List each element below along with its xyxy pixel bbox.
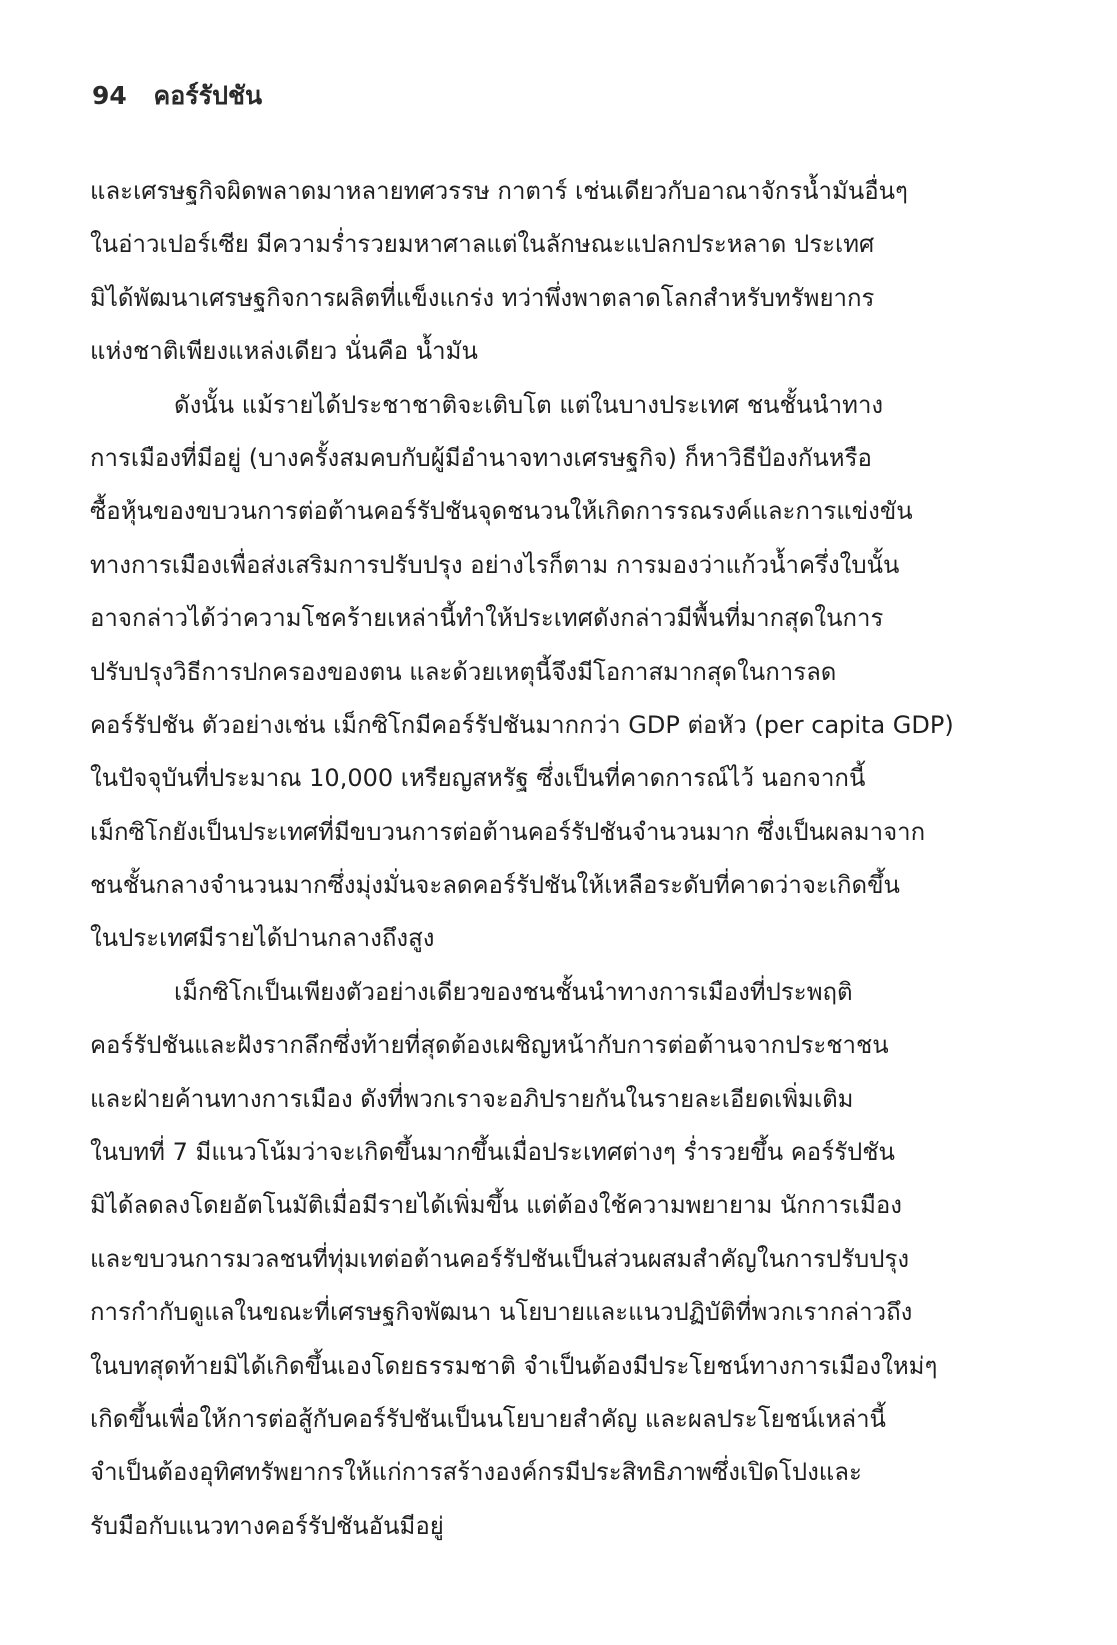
text-line: และเศรษฐกิจผิดพลาดมาหลายทศวรรษ กาตาร์ เช่นเดียวกับอาณาจักรน้ำมันอื่นๆ	[90, 177, 908, 205]
text-line: จำเป็นต้องอุทิศทรัพยากรให้แก่การสร้างองค์กรมีประสิทธิภาพซึ่งเปิดโปงและ	[90, 1458, 862, 1487]
text-line: และขบวนการมวลชนที่ทุ่มเทต่อต้านคอร์รัปชันเป็นส่วนผสมสำคัญในการปรับปรุง	[90, 1244, 910, 1273]
text-line: เกิดขึ้นเพื่อให้การต่อสู้กับคอร์รัปชันเป็นนโยบายสำคัญ และผลประโยชน์เหล่านี้	[90, 1404, 886, 1433]
text-line: ในบทที่ 7 มีแนวโน้มว่าจะเกิดขึ้นมากขึ้นเมื่อประเทศต่างๆ ร่ำรวยขึ้น คอร์รัปชัน	[90, 1138, 895, 1167]
text-line: รับมือกับแนวทางคอร์รัปชันอันมีอยู่	[90, 1511, 444, 1540]
paragraph-1	[90, 165, 976, 379]
text-line: ซื้อหุ้นของขบวนการต่อต้านคอร์รัปชันจุดชนวนให้เกิดการรณรงค์และการแข่งขัน	[90, 497, 913, 526]
running-head-title: คอร์รัปชัน	[153, 81, 263, 110]
body-text	[90, 165, 976, 1553]
text-line: แห่งชาติเพียงแหล่งเดียว นั่นคือ น้ำมัน	[90, 337, 478, 366]
text-line: ชนชั้นกลางจำนวนมากซึ่งมุ่งมั่นจะลดคอร์รัปชันให้เหลือระดับที่คาดว่าจะเกิดขึ้น	[90, 871, 900, 900]
text-line: ในปัจจุบันที่ประมาณ 10,000 เหรียญสหรัฐ ซึ่งเป็นที่คาดการณ์ไว้ นอกจากนี้	[90, 764, 866, 793]
text-line: คอร์รัปชันและฝังรากลึกซึ่งท้ายที่สุดต้องเผชิญหน้ากับการต่อต้านจากประชาชน	[90, 1031, 889, 1060]
text-line: ปรับปรุงวิธีการปกครองของตน และด้วยเหตุนี้จึงมีโอกาสมากสุดในการลด	[90, 657, 837, 686]
text-line: มิได้พัฒนาเศรษฐกิจการผลิตที่แข็งแกร่ง ทว่าพึ่งพาตลาดโลกสำหรับทรัพยากร	[90, 283, 875, 312]
text-line: ในประเทศมีรายได้ปานกลางถึงสูง	[90, 924, 435, 953]
running-head	[92, 76, 262, 116]
page-number: 94	[92, 81, 127, 110]
paragraph-2	[90, 379, 976, 966]
text-line: และฝ่ายค้านทางการเมือง ดังที่พวกเราจะอภิปรายกันในรายละเอียดเพิ่มเติม	[90, 1084, 854, 1113]
text-line: ในบทสุดท้ายมิได้เกิดขึ้นเองโดยธรรมชาติ จำเป็นต้องมีประโยชน์ทางการเมืองใหม่ๆ	[90, 1351, 938, 1380]
text-line: ดังนั้น แม้รายได้ประชาชาติจะเติบโต แต่ในบางประเทศ ชนชั้นนำทาง	[174, 390, 884, 419]
text-line: คอร์รัปชัน ตัวอย่างเช่น เม็กซิโกมีคอร์รัปชันมากกว่า GDP ต่อหัว (per capita GDP)	[90, 710, 954, 739]
text-line: ในอ่าวเปอร์เซีย มีความร่ำรวยมหาศาลแต่ในลักษณะแปลกประหลาด ประเทศ	[90, 230, 875, 259]
text-line: การเมืองที่มีอยู่ (บางครั้งสมคบกับผู้มีอำนาจทางเศรษฐกิจ) ก็หาวิธีป้องกันหรือ	[90, 443, 872, 472]
text-line: ทางการเมืองเพื่อส่งเสริมการปรับปรุง อย่างไรก็ตาม การมองว่าแก้วน้ำครึ่งใบนั้น	[90, 550, 900, 579]
text-line: เม็กซิโกเป็นเพียงตัวอย่างเดียวของชนชั้นนำทางการเมืองที่ประพฤติ	[174, 977, 853, 1006]
text-line: อาจกล่าวได้ว่าความโชคร้ายเหล่านี้ทำให้ประเทศดังกล่าวมีพื้นที่มากสุดในการ	[90, 604, 884, 633]
text-line: เม็กซิโกยังเป็นประเทศที่มีขบวนการต่อต้านคอร์รัปชันจำนวนมาก ซึ่งเป็นผลมาจาก	[90, 817, 926, 846]
text-line: การกำกับดูแลในขณะที่เศรษฐกิจพัฒนา นโยบายและแนวปฏิบัติที่พวกเรากล่าวถึง	[90, 1298, 913, 1327]
paragraph-3	[90, 966, 976, 1553]
text-line: มิได้ลดลงโดยอัตโนมัติเมื่อมีรายได้เพิ่มขึ้น แต่ต้องใช้ความพยายาม นักการเมือง	[90, 1191, 903, 1220]
